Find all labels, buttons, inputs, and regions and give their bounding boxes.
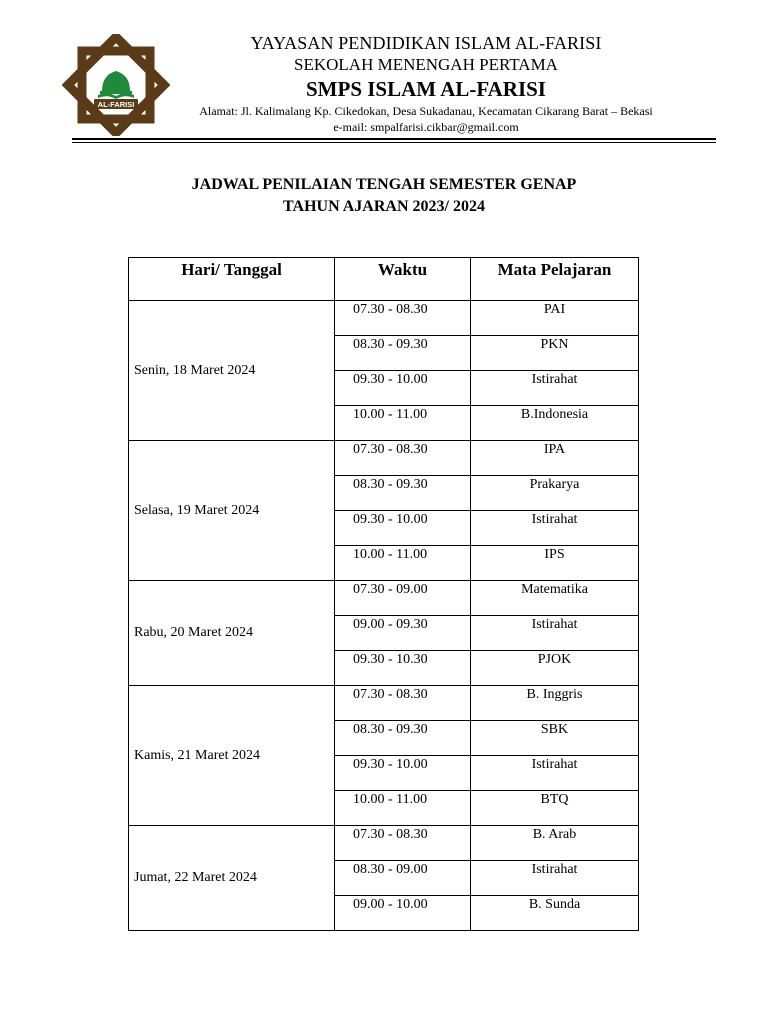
col-header-subject: Mata Pelajaran — [471, 258, 639, 301]
subject-cell: PAI — [471, 301, 639, 336]
subject-cell: Istirahat — [471, 861, 639, 896]
exam-schedule-table — [128, 257, 639, 931]
table-row — [129, 826, 639, 861]
subject-cell: Istirahat — [471, 371, 639, 406]
table-header-row — [129, 258, 639, 301]
school-name: SMPS ISLAM AL-FARISI — [306, 77, 546, 101]
table-row — [129, 581, 639, 616]
octagram-logo-icon — [62, 34, 170, 136]
time-cell: 10.00 - 11.00 — [335, 406, 471, 441]
letterhead-divider-thin — [72, 142, 716, 143]
subject-cell: Matematika — [471, 581, 639, 616]
subject-cell: SBK — [471, 721, 639, 756]
subject-cell: PJOK — [471, 651, 639, 686]
time-cell: 09.00 - 09.30 — [335, 616, 471, 651]
letterhead — [170, 32, 682, 135]
time-cell: 08.30 - 09.30 — [335, 336, 471, 371]
day-cell: Senin, 18 Maret 2024 — [129, 301, 335, 441]
subject-cell: Prakarya — [471, 476, 639, 511]
letterhead-divider — [72, 138, 716, 140]
time-cell: 09.30 - 10.30 — [335, 651, 471, 686]
time-cell: 08.30 - 09.30 — [335, 476, 471, 511]
time-cell: 09.30 - 10.00 — [335, 756, 471, 791]
day-cell: Rabu, 20 Maret 2024 — [129, 581, 335, 686]
time-cell: 09.30 - 10.00 — [335, 511, 471, 546]
logo-text: AL-FARISI — [97, 100, 135, 109]
time-cell: 10.00 - 11.00 — [335, 791, 471, 826]
time-cell: 10.00 - 11.00 — [335, 546, 471, 581]
time-cell: 07.30 - 08.30 — [335, 686, 471, 721]
table-row — [129, 441, 639, 476]
subject-cell: Istirahat — [471, 511, 639, 546]
subject-cell: Istirahat — [471, 756, 639, 791]
time-cell: 07.30 - 08.30 — [335, 301, 471, 336]
table-row — [129, 686, 639, 721]
school-address: Alamat: Jl. Kalimalang Kp. Cikedokan, Desa Sukadanau, Kecamatan Cikarang Barat – Bekasi — [199, 104, 653, 118]
table-row — [129, 301, 639, 336]
title-line-2: TAHUN AJARAN 2023/ 2024 — [283, 198, 485, 215]
subject-cell: Istirahat — [471, 616, 639, 651]
school-email: e-mail: smpalfarisi.cikbar@gmail.com — [333, 120, 519, 134]
subject-cell: IPS — [471, 546, 639, 581]
time-cell: 09.30 - 10.00 — [335, 371, 471, 406]
time-cell: 08.30 - 09.00 — [335, 861, 471, 896]
time-cell: 08.30 - 09.30 — [335, 721, 471, 756]
school-level: SEKOLAH MENENGAH PERTAMA — [294, 55, 558, 74]
subject-cell: BTQ — [471, 791, 639, 826]
time-cell: 07.30 - 08.30 — [335, 441, 471, 476]
time-cell: 09.00 - 10.00 — [335, 896, 471, 931]
col-header-day: Hari/ Tanggal — [129, 258, 335, 301]
day-cell: Jumat, 22 Maret 2024 — [129, 826, 335, 931]
title-line-1: JADWAL PENILAIAN TENGAH SEMESTER GENAP — [191, 176, 577, 193]
document-title — [0, 174, 768, 218]
school-logo — [62, 34, 170, 136]
subject-cell: PKN — [471, 336, 639, 371]
day-cell: Selasa, 19 Maret 2024 — [129, 441, 335, 581]
time-cell: 07.30 - 08.30 — [335, 826, 471, 861]
subject-cell: B. Sunda — [471, 896, 639, 931]
foundation-name: YAYASAN PENDIDIKAN ISLAM AL-FARISI — [250, 33, 602, 53]
subject-cell: B. Inggris — [471, 686, 639, 721]
col-header-time: Waktu — [335, 258, 471, 301]
day-cell: Kamis, 21 Maret 2024 — [129, 686, 335, 826]
subject-cell: IPA — [471, 441, 639, 476]
subject-cell: B. Arab — [471, 826, 639, 861]
subject-cell: B.Indonesia — [471, 406, 639, 441]
time-cell: 07.30 - 09.00 — [335, 581, 471, 616]
